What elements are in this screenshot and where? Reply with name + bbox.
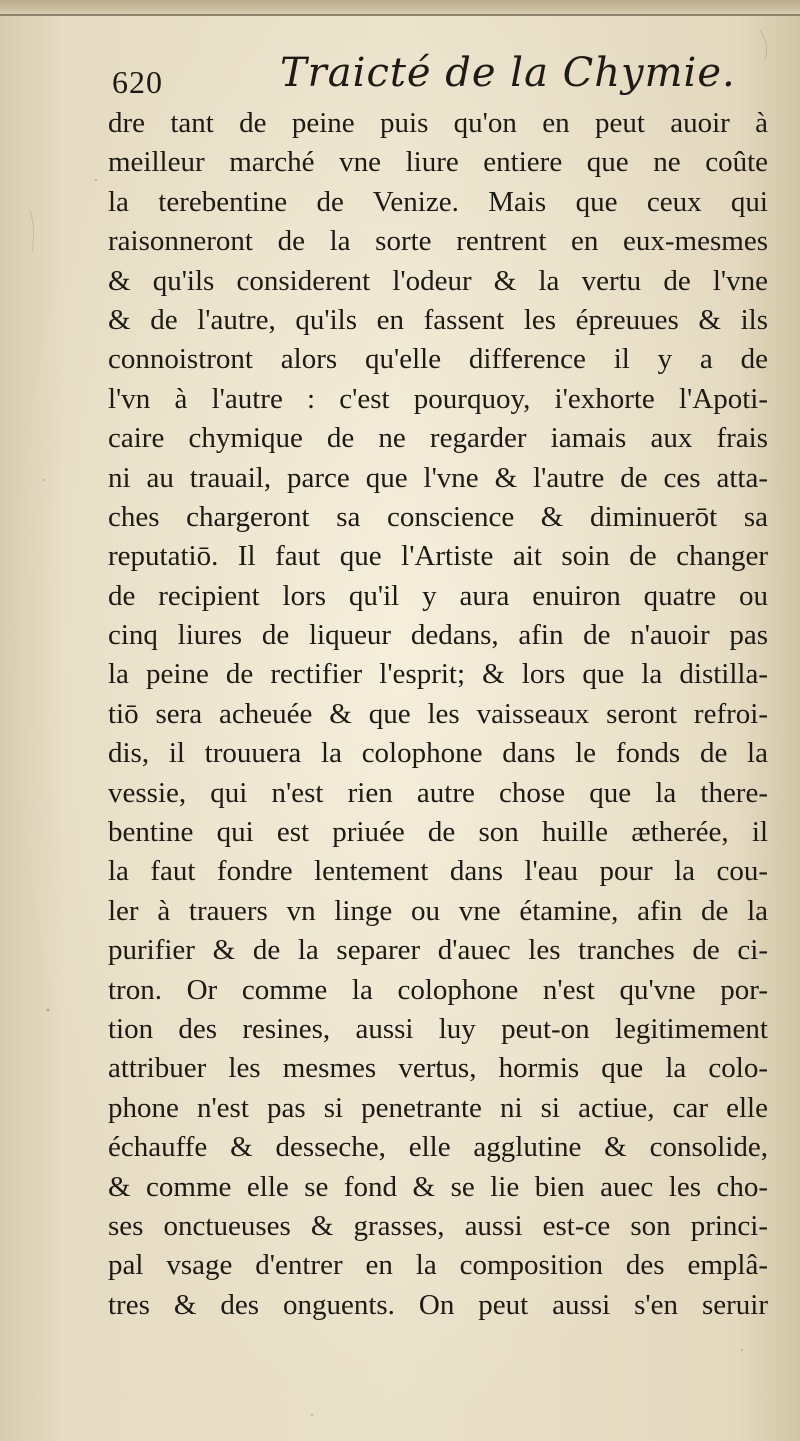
text-line: tron. Or comme la colophone n'est qu'vne por- bbox=[108, 973, 768, 1006]
body-text bbox=[108, 104, 768, 1325]
page-top-edge bbox=[0, 0, 800, 14]
text-line: reputatiō. Il faut que l'Artiste ait soin de changer bbox=[108, 540, 768, 573]
text-line: meilleur marché vne liure entiere que ne coûte bbox=[108, 146, 768, 179]
page-number: 620 bbox=[112, 64, 163, 100]
text-line: connoistront alors qu'elle difference il y a de bbox=[108, 343, 768, 376]
text-line: purifier & de la separer d'auec les tranches de ci- bbox=[108, 934, 768, 967]
text-line: tiō sera acheuée & que les vaisseaux seront refroi- bbox=[108, 697, 768, 730]
text-line: la peine de rectifier l'esprit; & lors que la distilla- bbox=[108, 658, 768, 691]
text-line: la faut fondre lentement dans l'eau pour la cou- bbox=[108, 855, 768, 888]
text-line: l'vn à l'autre : c'est pourquoy, i'exhorte l'Apoti- bbox=[108, 382, 768, 415]
text-line: ses onctueuses & grasses, aussi est-ce son princi- bbox=[108, 1209, 768, 1242]
text-line: & de l'autre, qu'ils en fassent les épreuues & ils bbox=[108, 303, 768, 336]
text-line: échauffe & desseche, elle agglutine & consolide, bbox=[108, 1131, 768, 1164]
text-line: ches chargeront sa conscience & diminuerōt sa bbox=[108, 500, 768, 533]
text-line: attribuer les mesmes vertus, hormis que la colo- bbox=[108, 1052, 768, 1085]
text-line: phone n'est pas si penetrante ni si actiue, car elle bbox=[108, 1091, 768, 1124]
text-line: & qu'ils considerent l'odeur & la vertu de l'vne bbox=[108, 264, 768, 297]
text-line: la terebentine de Venize. Mais que ceux qui bbox=[108, 185, 768, 218]
text-line: de recipient lors qu'il y aura enuiron quatre ou bbox=[108, 579, 768, 612]
text-line: ler à trauers vn linge ou vne étamine, afin de la bbox=[108, 894, 768, 927]
text-line: dre tant de peine puis qu'on en peut auoir à bbox=[108, 107, 768, 139]
running-title: Traicté de la Chymie. bbox=[280, 50, 736, 96]
text-line: raisonneront de la sorte rentrent en eux-mesmes bbox=[108, 225, 768, 258]
text-line: cinq liures de liqueur dedans, afin de n'auoir pas bbox=[108, 619, 768, 652]
text-line: dis, il trouuera la colophone dans le fonds de la bbox=[108, 737, 768, 770]
page-header bbox=[112, 50, 772, 102]
text-line: tres & des onguents. On peut aussi s'en seruir bbox=[108, 1288, 768, 1321]
text-line: bentine qui est priuée de son huille ætherée, il bbox=[108, 816, 768, 849]
text-line: & comme elle se fond & se lie bien auec les cho- bbox=[108, 1170, 768, 1203]
text-line: ni au trauail, parce que l'vne & l'autre de ces atta- bbox=[108, 461, 768, 494]
text-line: pal vsage d'entrer en la composition des emplâ- bbox=[108, 1249, 768, 1282]
page-top-rule bbox=[0, 14, 800, 16]
text-line: vessie, qui n'est rien autre chose que la there- bbox=[108, 776, 768, 809]
text-line: tion des resines, aussi luy peut-on legitimement bbox=[108, 1012, 768, 1045]
text-line: caire chymique de ne regarder iamais aux frais bbox=[108, 422, 768, 455]
